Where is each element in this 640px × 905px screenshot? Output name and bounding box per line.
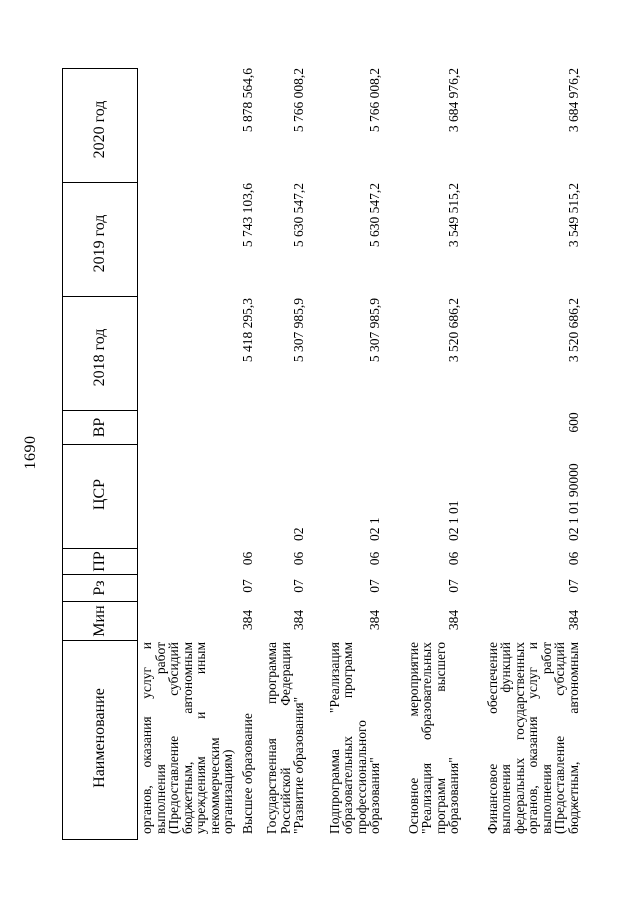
amount-2019-cell: 5 630 547,2 [291, 183, 306, 248]
pr-cell: 06 [291, 551, 306, 566]
vr-cell: 600 [565, 412, 581, 433]
amount-2018-cell: 3 520 686,2 [446, 298, 461, 363]
name-line: выполнения работ [152, 642, 168, 834]
amount-2020-cell: 3 684 976,2 [446, 68, 461, 133]
table-row [486, 60, 581, 840]
amount-2018-cell: 5 418 295,3 [239, 298, 255, 363]
min-cell: 384 [239, 609, 255, 631]
name-line: органов, оказания услуг и [139, 642, 154, 834]
name-line: "Реализация образовательных [419, 642, 434, 834]
amount-2019-cell: 3 549 515,2 [565, 183, 581, 248]
min-cell: 384 [367, 609, 382, 631]
rz-cell: 07 [565, 579, 581, 593]
name-line: выполнения работ [538, 642, 554, 834]
budget-table [62, 60, 580, 840]
header-cell-2018: 2018 год [62, 296, 138, 411]
min-cell: 384 [565, 609, 581, 631]
table-header-row [62, 60, 138, 840]
amount-2019-cell: 5 743 103,6 [239, 183, 255, 248]
header-cell-name: Наименование [62, 640, 138, 840]
amount-2018-cell: 5 307 985,9 [291, 298, 306, 363]
table-row [140, 60, 235, 840]
name-line: бюджетным, автономным [179, 642, 195, 834]
pr-cell: 06 [565, 551, 581, 566]
name-line: "Развитие образования" [291, 696, 306, 834]
rz-cell: 07 [291, 579, 306, 593]
amount-2019-cell: 5 630 547,2 [367, 183, 382, 248]
header-cell-2020: 2020 год [62, 68, 138, 183]
name-line: некоммерческим [206, 737, 222, 834]
name-line: федеральных государственных [511, 642, 527, 834]
header-cell-vr: ВР [62, 410, 138, 445]
name-line: Государственная программа [264, 642, 279, 834]
header-cell-pr: ПР [62, 548, 138, 575]
csr-cell: 02 1 [367, 517, 382, 541]
name-line: Основное мероприятие [405, 642, 421, 834]
min-cell: 384 [291, 609, 306, 631]
name-cell [265, 640, 306, 840]
name-line: (Предоставление субсидий [552, 642, 567, 834]
header-cell-rz: Рз [62, 574, 138, 602]
pr-cell: 06 [446, 551, 461, 566]
csr-cell: 02 [291, 527, 306, 541]
table-row [241, 60, 255, 840]
name-cell [486, 640, 581, 840]
name-line: (Предоставление субсидий [166, 642, 181, 834]
name-line: бюджетным, автономным [565, 642, 581, 834]
name-line: профессионального [353, 720, 369, 834]
rz-cell: 07 [367, 579, 382, 593]
name-cell [328, 640, 382, 840]
csr-cell: 02 1 01 90000 [565, 463, 581, 541]
name-line: Высшее образование [239, 713, 255, 834]
amount-2020-cell: 5 766 008,2 [367, 68, 382, 133]
name-line: Российской Федерации [277, 642, 293, 834]
name-line: организациям) [220, 749, 235, 834]
name-line: Подпрограмма "Реализация [326, 642, 342, 834]
amount-2020-cell: 5 878 564,6 [239, 68, 255, 133]
name-line: выполнения функций [498, 642, 513, 834]
page-number: 1690 [22, 435, 39, 470]
csr-cell: 02 1 01 [446, 500, 461, 541]
name-line: образования" [367, 757, 382, 834]
header-cell-min: Мин [62, 601, 138, 641]
table-row [407, 60, 461, 840]
name-line: образовательных программ [340, 642, 355, 834]
name-line: образования" [446, 757, 461, 834]
min-cell: 384 [446, 609, 461, 631]
table-row [265, 60, 306, 840]
name-cell [241, 640, 255, 840]
name-cell [407, 640, 461, 840]
name-line: учреждениям и иным [193, 642, 208, 834]
rz-cell: 07 [239, 579, 255, 593]
name-line: органов, оказания услуг и [525, 642, 540, 834]
amount-2020-cell: 3 684 976,2 [565, 68, 581, 133]
amount-2018-cell: 5 307 985,9 [367, 298, 382, 363]
rz-cell: 07 [446, 579, 461, 593]
pr-cell: 06 [367, 551, 382, 566]
amount-2019-cell: 3 549 515,2 [446, 183, 461, 248]
amount-2020-cell: 5 766 008,2 [291, 68, 306, 133]
pr-cell: 06 [239, 551, 255, 566]
header-cell-csr: ЦСР [62, 444, 138, 549]
name-line: программ высшего [432, 642, 448, 834]
table-row [328, 60, 382, 840]
name-line: Финансовое обеспечение [484, 642, 500, 834]
amount-2018-cell: 3 520 686,2 [565, 298, 581, 363]
table-body [140, 60, 580, 840]
header-cell-2019: 2019 год [62, 182, 138, 297]
name-cell [140, 640, 235, 840]
